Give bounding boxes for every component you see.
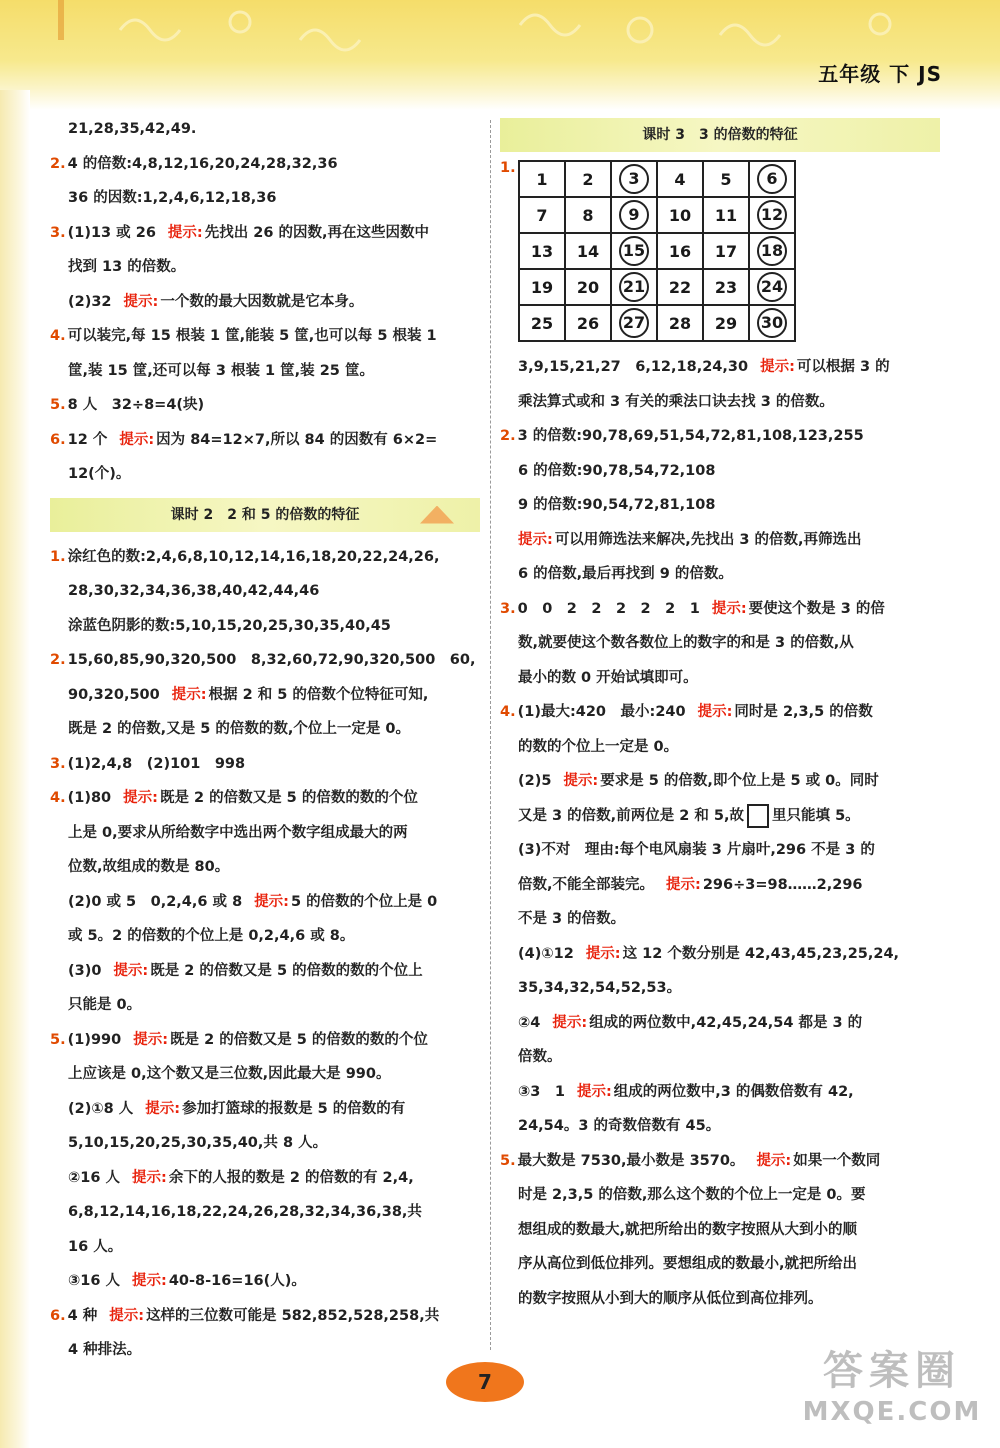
grid-cell — [565, 233, 611, 269]
answer-line — [500, 833, 940, 868]
question-number: 5. — [500, 1152, 516, 1169]
hint-text: 既是 2 的倍数又是 5 的倍数的数的个位 — [170, 1031, 428, 1048]
answer-text: 24,54。3 的奇数倍数有 45。 — [518, 1118, 721, 1134]
hint-label: 提示: — [666, 876, 701, 893]
answer-line — [50, 574, 480, 609]
answer-text: 15,60,85,90,320,500 8,32,60,72,90,320,500 60, — [67, 652, 476, 668]
answer-line — [500, 1075, 940, 1110]
hint-text: 参加打篮球的报数是 5 的倍数的有 — [182, 1100, 406, 1117]
grid-number: 14 — [576, 241, 600, 261]
answer-line — [50, 354, 480, 389]
answer-line — [500, 523, 940, 558]
answer-line — [500, 730, 940, 765]
answer-line — [50, 1333, 480, 1368]
answer-line — [500, 626, 940, 661]
grid-cell — [749, 197, 795, 233]
hint-text: 既是 2 的倍数又是 5 的倍数的数的个位 — [159, 790, 418, 806]
grid-number: 10 — [668, 205, 692, 225]
answer-text: ③16 人 — [68, 1273, 121, 1289]
answer-text: 最小的数 0 开始试填即可。 — [518, 669, 698, 686]
answer-text: (2)①8 人 — [68, 1100, 134, 1117]
answer-line — [500, 419, 940, 454]
hint-label: 提示: — [576, 1083, 612, 1100]
blank-box-icon — [747, 804, 769, 828]
hint-text: 要求是 5 的倍数,即个位上是 5 或 0。同时 — [600, 773, 879, 789]
hint-text: 一个数的最大因数就是它本身。 — [160, 293, 364, 310]
grid-cell — [703, 305, 749, 341]
lesson2-title: 课时 2 2 和 5 的倍数的特征 — [170, 506, 360, 523]
answer-line — [50, 678, 480, 713]
grid-number: 25 — [530, 313, 554, 333]
hint-label: 提示: — [113, 962, 149, 979]
answer-text: 或 5。2 的倍数的个位上是 0,2,4,6 或 8。 — [68, 928, 355, 944]
answer-line — [50, 712, 480, 747]
answer-text: (1)13 或 26 — [67, 224, 156, 241]
answer-line — [50, 816, 480, 851]
answer-line — [50, 147, 480, 182]
grid-number: 5 — [720, 169, 732, 189]
answer-line — [50, 1299, 480, 1334]
answer-text: 位数,故组成的数是 80。 — [68, 859, 230, 875]
hint-label: 提示: — [132, 1273, 167, 1289]
answer-text: 6 的倍数:90,78,54,72,108 — [518, 462, 716, 479]
answer-line — [500, 454, 940, 489]
answer-text: 28,30,32,34,36,38,40,42,44,46 — [68, 583, 320, 599]
answer-text: (4)①12 — [518, 945, 574, 962]
circled-number: 24 — [757, 272, 787, 302]
left-column — [50, 112, 480, 1368]
number-grid — [518, 160, 796, 342]
grid-cell — [657, 161, 703, 197]
hint-label: 提示: — [254, 893, 289, 910]
grid-cell — [565, 305, 611, 341]
answer-text: 数,就要使这个数各数位上的数字的和是 3 的倍数,从 — [518, 635, 854, 651]
answer-line — [500, 971, 940, 1006]
grid-number: 4 — [674, 169, 686, 189]
answer-text: 找到 13 的倍数。 — [68, 259, 186, 275]
answer-text: ②4 — [518, 1014, 541, 1031]
answer-line — [500, 764, 940, 799]
question-number: 2. — [500, 428, 516, 444]
grid-cell — [749, 269, 795, 305]
grid-row — [519, 269, 795, 305]
answer-text: 倍数。 — [518, 1049, 562, 1065]
grid-number: 19 — [530, 277, 554, 297]
hint-text: 可以用筛选法来解决,先找出 3 的倍数,再筛选出 — [554, 531, 862, 548]
answer-line — [500, 902, 940, 937]
grid-number: 2 — [582, 169, 594, 189]
grid-row — [519, 233, 795, 269]
grid-number: 20 — [576, 277, 600, 297]
answer-line — [500, 937, 940, 972]
answer-text: (2)5 — [518, 773, 552, 789]
answer-line — [500, 1006, 940, 1041]
answer-text: 4 种 — [67, 1307, 98, 1324]
page-number: 7 — [446, 1362, 524, 1402]
answer-line — [50, 285, 480, 320]
grid-cell — [657, 305, 703, 341]
answer-text: (1)80 — [67, 790, 112, 806]
answer-line — [50, 954, 480, 989]
hint-label: 提示: — [563, 773, 599, 789]
hint-label: 提示: — [133, 1031, 169, 1048]
answer-line — [500, 799, 940, 834]
answer-text: 的数的个位上一定是 0。 — [518, 738, 679, 755]
watermark-logo-text: 答案圈 — [823, 1348, 961, 1394]
answer-text: 3 的倍数:90,78,69,51,54,72,81,108,123,255 — [517, 428, 864, 444]
answer-text: (2)0 或 5 0,2,4,6 或 8 — [68, 893, 243, 910]
hint-label: 提示: — [109, 1307, 145, 1324]
circled-number: 21 — [619, 272, 649, 302]
answer-text: (3)0 — [68, 962, 102, 979]
answer-text: 筐,装 15 筐,还可以每 3 根装 1 筐,装 25 筐。 — [68, 362, 374, 379]
grid-cell — [749, 233, 795, 269]
circled-number: 27 — [619, 308, 649, 338]
grid-number: 23 — [714, 277, 738, 297]
answer-line — [50, 1195, 480, 1230]
grid-row — [519, 197, 795, 233]
answer-line — [50, 885, 480, 920]
hint-text: 40-8-16=16(人)。 — [168, 1273, 306, 1289]
answer-line — [500, 1247, 940, 1282]
question-number: 4. — [50, 328, 66, 344]
grid-cell — [703, 269, 749, 305]
answer-text: 16 人。 — [68, 1238, 123, 1255]
answer-text: 可以装完,每 15 根装 1 筐,能装 5 筐,也可以每 5 根装 1 — [67, 328, 437, 344]
grid-cell — [657, 233, 703, 269]
grid-cell — [519, 269, 565, 305]
hint-label: 提示: — [167, 224, 203, 241]
answer-line — [500, 1040, 940, 1075]
hint-text: 5 的倍数的个位上是 0 — [291, 893, 438, 910]
answer-text: 里只能填 5。 — [772, 807, 860, 824]
answer-text: 序从高位到低位排列。要想组成的数最小,就把所给出 — [518, 1256, 858, 1272]
hint-text: 组成的两位数中,42,45,24,54 都是 3 的 — [589, 1014, 863, 1031]
answer-line — [50, 919, 480, 954]
hint-label: 提示: — [145, 1100, 181, 1117]
question-number: 3. — [50, 755, 66, 772]
hint-label: 提示: — [171, 686, 207, 703]
grid-number: 28 — [668, 313, 692, 333]
hint-text: 因为 84=12×7,所以 84 的因数有 6×2= — [156, 431, 438, 448]
answer-line — [50, 1023, 480, 1058]
grid-row — [519, 161, 795, 197]
answer-text: 最大数是 7530,最小数是 3570。 — [517, 1152, 745, 1169]
answer-line — [50, 423, 480, 458]
answer-text: 35,34,32,54,52,53。 — [518, 980, 682, 996]
watermark-url: MXQE.COM — [802, 1397, 982, 1427]
answer-text: 8 人 32÷8=4(块) — [67, 397, 205, 413]
question-number: 3. — [500, 600, 516, 617]
answer-line — [50, 609, 480, 644]
grid-number: 29 — [714, 313, 738, 333]
grid-cell — [519, 305, 565, 341]
circled-number: 18 — [757, 236, 787, 266]
hint-text: 296÷3=98……2,296 — [702, 876, 863, 893]
question-number: 4. — [50, 790, 66, 806]
answer-line — [500, 661, 940, 696]
lesson2-banner — [50, 498, 480, 532]
answer-text: ③3 1 — [518, 1083, 565, 1100]
question-number: 2. — [50, 652, 66, 668]
hint-label: 提示: — [552, 1014, 588, 1031]
answer-text: 涂红色的数:2,4,6,8,10,12,14,16,18,20,22,24,26, — [67, 548, 440, 565]
answer-text: 6 的倍数,最后再找到 9 的倍数。 — [518, 566, 733, 582]
column-divider — [490, 120, 491, 1350]
grid-number: 1 — [536, 169, 548, 189]
grid-number: 7 — [536, 205, 548, 225]
answer-text: 0 0 2 2 2 2 2 1 — [517, 600, 700, 617]
answer-line — [50, 1161, 480, 1196]
grade-label: 五年级 下 JS — [818, 62, 942, 86]
answer-text: 只能是 0。 — [68, 997, 142, 1013]
answer-text: 涂蓝色阴影的数:5,10,15,20,25,30,35,40,45 — [68, 617, 391, 634]
question-number: 1. — [50, 548, 66, 565]
answer-line — [500, 557, 940, 592]
answer-text: 不是 3 的倍数。 — [518, 911, 626, 927]
answer-text: 21,28,35,42,49. — [68, 121, 197, 137]
grid-cell — [611, 305, 657, 341]
grid-cell — [703, 233, 749, 269]
question-number: 1. — [500, 160, 516, 176]
answer-text: 时是 2,3,5 的倍数,那么这个数的个位上一定是 0。要 — [518, 1187, 866, 1203]
grid-number: 17 — [714, 241, 738, 261]
circled-number: 15 — [619, 236, 649, 266]
answer-line — [50, 540, 480, 575]
grid-cell — [519, 161, 565, 197]
grid-cell — [611, 233, 657, 269]
grid-cell — [611, 269, 657, 305]
hint-text: 可以根据 3 的 — [796, 359, 890, 375]
answer-line — [50, 988, 480, 1023]
answer-text: 12(个)。 — [68, 466, 131, 482]
grid-number: 11 — [714, 205, 738, 225]
hint-label: 提示: — [697, 704, 733, 720]
answer-text: 5,10,15,20,25,30,35,40,共 8 人。 — [68, 1135, 328, 1151]
grid-cell — [749, 161, 795, 197]
hint-label: 提示: — [756, 1152, 792, 1169]
answer-text: 上应该是 0,这个数又是三位数,因此最大是 990。 — [68, 1066, 391, 1082]
question-number: 5. — [50, 1031, 66, 1048]
hint-label: 提示: — [132, 1169, 167, 1186]
answer-line — [50, 747, 480, 782]
answer-text: 既是 2 的倍数,又是 5 的倍数的数,个位上一定是 0。 — [68, 721, 411, 737]
answer-line — [500, 868, 940, 903]
answer-text: (1)最大:420 最小:240 — [517, 704, 686, 720]
answer-line — [500, 1282, 940, 1317]
answer-line — [500, 592, 940, 627]
answer-line — [50, 181, 480, 216]
answer-line — [50, 388, 480, 423]
hint-label: 提示: — [119, 431, 155, 448]
hint-text: 如果一个数同 — [793, 1152, 881, 1169]
answer-line — [50, 1126, 480, 1161]
question-number: 6. — [50, 431, 66, 448]
answer-line — [50, 1057, 480, 1092]
answer-text: 6,8,12,14,16,18,22,24,26,28,32,34,36,38,共 — [68, 1204, 422, 1220]
grid-number: 26 — [576, 313, 600, 333]
answer-line — [500, 1213, 940, 1248]
hint-text: 根据 2 和 5 的倍数个位特征可知, — [208, 686, 429, 703]
answer-text: 倍数,不能全部装完。 — [518, 876, 655, 893]
answer-line — [500, 350, 940, 385]
grid-cell — [703, 197, 749, 233]
answer-line — [50, 319, 480, 354]
answer-text: 9 的倍数:90,54,72,81,108 — [518, 497, 716, 513]
hint-label: 提示: — [123, 293, 159, 310]
answer-text: 乘法算式或和 3 有关的乘法口诀去找 3 的倍数。 — [518, 393, 834, 410]
circled-number: 9 — [619, 200, 649, 230]
answer-text: (1)990 — [67, 1031, 122, 1048]
grid-cell — [519, 233, 565, 269]
question-number: 4. — [500, 704, 516, 720]
answer-line — [500, 1109, 940, 1144]
answer-text: 又是 3 的倍数,前两位是 2 和 5,故 — [518, 807, 745, 824]
hint-label: 提示: — [585, 945, 621, 962]
grid-cell — [565, 161, 611, 197]
answer-line — [50, 1264, 480, 1299]
lesson3-banner — [500, 118, 940, 152]
question-number: 5. — [50, 397, 66, 413]
hint-text: 先找出 26 的因数,再在这些因数中 — [204, 224, 430, 241]
answer-line — [500, 488, 940, 523]
answer-line — [50, 1230, 480, 1265]
answer-line — [50, 850, 480, 885]
grid-row — [519, 305, 795, 341]
answer-text: 4 种排法。 — [68, 1342, 142, 1358]
answer-line — [500, 1178, 940, 1213]
grid-cell — [519, 197, 565, 233]
banner-arrow-icon — [420, 506, 454, 524]
hint-label: 提示: — [123, 790, 158, 806]
hint-text: 同时是 2,3,5 的倍数 — [734, 704, 873, 720]
answer-text: 上是 0,要求从所给数字中选出两个数字组成最大的两 — [68, 824, 408, 841]
answer-text: (3)不对 理由:每个电风扇装 3 片扇叶,296 不是 3 的 — [518, 842, 875, 858]
lesson3-title: 课时 3 3 的倍数的特征 — [642, 127, 798, 143]
grid-cell — [657, 197, 703, 233]
answer-text: 3,9,15,21,27 6,12,18,24,30 — [518, 359, 749, 375]
answer-line — [50, 112, 480, 147]
hint-text: 要使这个数是 3 的倍 — [748, 600, 885, 617]
answer-line — [50, 250, 480, 285]
circled-number: 3 — [619, 164, 649, 194]
right-column — [500, 112, 940, 1316]
answer-text: ②16 人 — [68, 1169, 121, 1186]
hint-text: 组成的两位数中,3 的偶数倍数有 42, — [613, 1083, 854, 1100]
watermark — [792, 1346, 992, 1442]
circled-number: 30 — [757, 308, 787, 338]
answer-line — [500, 695, 940, 730]
hint-text: 这 12 个数分别是 42,43,45,23,25,24, — [622, 945, 900, 962]
answer-line — [500, 385, 940, 420]
grid-cell — [749, 305, 795, 341]
hint-text: 既是 2 的倍数又是 5 的倍数的数的个位上 — [150, 962, 423, 979]
hint-label: 提示: — [711, 600, 747, 617]
grid-cell — [703, 161, 749, 197]
hint-text: 余下的人报的数是 2 的倍数的有 2,4, — [168, 1169, 414, 1186]
answer-line — [50, 643, 480, 678]
answer-line — [500, 1144, 940, 1179]
answer-text: 想组成的数最大,就把所给出的数字按照从大到小的顺 — [518, 1221, 858, 1238]
answer-text: 的数字按照从小到大的顺序从低位到高位排列。 — [518, 1290, 823, 1307]
answer-text: (1)2,4,8 (2)101 998 — [67, 755, 246, 772]
answer-line — [50, 216, 480, 251]
grid-number: 8 — [582, 205, 594, 225]
answer-line — [50, 781, 480, 816]
answer-text: (2)32 — [68, 293, 112, 310]
hint-label: 提示: — [518, 531, 553, 548]
answer-text: 36 的因数:1,2,4,6,12,18,36 — [68, 190, 277, 206]
hint-label: 提示: — [760, 359, 795, 375]
answer-text: 12 个 — [67, 431, 108, 448]
header-band — [0, 0, 1000, 110]
question-number: 6. — [50, 1307, 66, 1324]
answer-line — [50, 457, 480, 492]
hint-text: 这样的三位数可能是 582,852,528,258,共 — [146, 1307, 440, 1324]
answer-line — [50, 1092, 480, 1127]
grid-cell — [565, 197, 611, 233]
grid-cell — [657, 269, 703, 305]
question-number: 2. — [50, 155, 66, 172]
grid-number: 16 — [668, 241, 692, 261]
grid-cell — [611, 197, 657, 233]
grid-cell — [565, 269, 611, 305]
grid-number: 22 — [668, 277, 692, 297]
answer-text: 4 的倍数:4,8,12,16,20,24,28,32,36 — [67, 155, 338, 172]
circled-number: 12 — [757, 200, 787, 230]
answer-text: 90,320,500 — [68, 686, 160, 703]
grid-cell — [611, 161, 657, 197]
grid-number: 13 — [530, 241, 554, 261]
left-stripe — [0, 90, 30, 1448]
question-1-grid-block — [500, 160, 940, 342]
circled-number: 6 — [757, 164, 787, 194]
question-number: 3. — [50, 224, 66, 241]
